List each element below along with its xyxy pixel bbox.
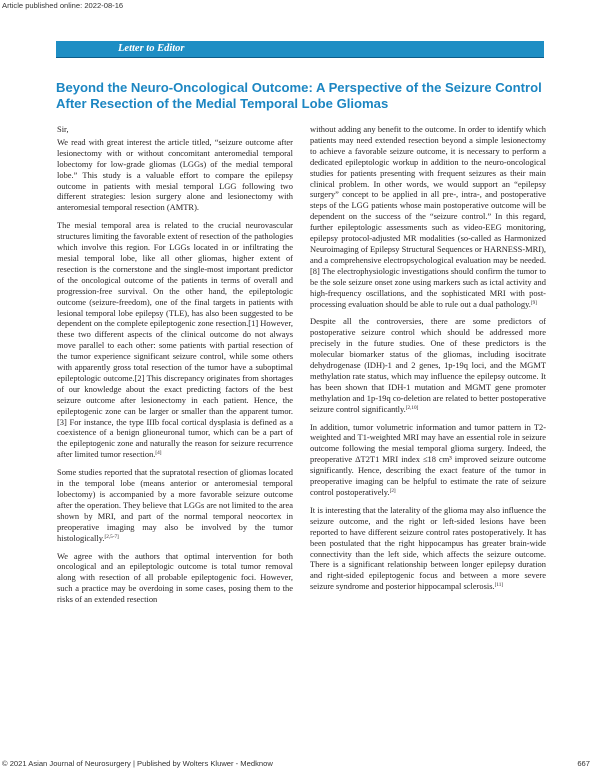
body-paragraph xyxy=(310,316,546,414)
paragraph-text: We agree with the authors that optimal intervention for both oncological and an epileptologic outcome is total tumor removal along with resection of all probable epileptogenic foci. However, such a practice may be overdoing in some cases, posing them to the risks of an extended resection xyxy=(57,550,293,605)
citation: [9] xyxy=(530,299,537,306)
page-number: 667 xyxy=(577,759,590,768)
body-paragraph xyxy=(310,124,546,309)
published-date: Article published online: 2022-08-16 xyxy=(2,1,124,10)
paragraph-text: Some studies reported that the supratotal resection of gliomas located in the temporal lobe (means anterior or anteromesial temporal lobectomy) is accompanied by a more favorable seizure outcome after the operation. They believe that LGGs are not limited to the area shown by MRI, and part of the normal temporal neocortex in preoperative imaging may also be involved by the tumor histologically. xyxy=(57,467,293,543)
body-paragraph xyxy=(310,505,546,592)
body-paragraph xyxy=(57,467,293,543)
paragraph-text: We read with great interest the article titled, “seizure outcome after lesionectomy with or without concomitant anteromedial temporal lobectomy for low-grade gliomas (LGGs) of the medial temporal lobe.” This study is a valuable effort to compare the epilepsy outcome in patients with mesial temporal LGG following two different strategies: lesion surgery alone and lesionectomy with anteromesial temporal resection (AMTR). xyxy=(57,136,293,213)
citation: [4] xyxy=(155,450,162,457)
section-banner xyxy=(56,41,544,58)
footer-copyright: © 2021 Asian Journal of Neurosurgery | Published by Wolters Kluwer - Medknow xyxy=(2,759,273,768)
left-column xyxy=(57,124,293,612)
salutation: Sir, xyxy=(57,124,69,134)
paragraph-text: Despite all the controversies, there are some predictors of postoperative seizure control which should be addressed more precisely in the future studies. One of these predictors is the molecular biomarker status of the gliomas, including isocitrate dehydrogenase (IDH)-1 and 2 genes, 1p-19q loci, and the MGMT methylation rate status, which may influence the epilepsy outcome. It has been shown that IDH-1 mutation and MGMT gene promoter methylation and 1p-19q co-deletion are related to better postoperative seizure control significantly. xyxy=(310,316,546,414)
body-paragraph xyxy=(57,137,293,213)
citation: [2,5-7] xyxy=(104,533,119,540)
page-footer xyxy=(2,759,598,768)
paragraph-text: The mesial temporal area is related to the crucial neurovascular structures limiting the favorable extent of resection of the pathologies which involve this region. For LGGs located in or infiltrating the mesial temporal lobe, like all other gliomas, higher extent of resection is the cornerstone and the single-most important predictor of the oncological outcome of the patients in terms of overall and progression-free survival. On the other hand, the epileptologic outcome (seizure-freedom), one of the final targets in patients with lesional temporal lobe epilepsy (TLE), has also been suggested to be dependent on the complete epileptogenic zone resection.[1] However, these two different aspects of the clinical outcome do not always move parallel to each other: some patients with partial resection of the tumor experience significant seizure control, while some others with apparently gross total resection of the tumor have a suboptimal epileptologic outcome.[2] This discrepancy originates from shortages of our knowledge about the exact predicting factors of the best seizure outcome after lesionectomy in each patient. Hence, the epileptogenic zone can be larger or smaller than the apparent tumor.[3] For instance, the type IIIb focal cortical dysplasia is defined as a coexistence of a benign glioneuronal tumor, which can be a part of the epileptogenic zone and naturally the reason for seizure recurrence after limited tumor resection. xyxy=(57,220,293,460)
body-paragraph xyxy=(310,422,546,498)
paragraph-text: In addition, tumor volumetric information and tumor pattern in T2-weighted and T1-weighted MRI may have an essential role in seizure outcome following the mesial temporal glioma surgery. Indeed, the preoperative ΔT2T1 MRI index ≤18 cm³ improved seizure outcome significantly. Hence, describing the exact feature of the tumor in preoperative imaging can be helpful to estimate the rate of seizure control postoperatively. xyxy=(310,421,546,497)
body-paragraph xyxy=(57,551,293,606)
article-title: Beyond the Neuro-Oncological Outcome: A Perspective of the Seizure Control After Resection of the Medial Temporal Lobe Gliomas xyxy=(56,80,542,111)
citation: [11] xyxy=(494,582,504,589)
paragraph-text: It is interesting that the laterality of the glioma may also influence the seizure outcome, and the right or left-sided lesions have been reported to have different seizure control rates postoperatively. It has been postulated that the right hippocampus has greater brain-wide connectivity than the left side, which affects the seizure outcome. There is a significant relationship between longer epilepsy duration and right-sided epileptogenic focus and between a more severe seizure syndrome and posterior hippocampal sclerosis. xyxy=(310,504,546,592)
body-paragraph xyxy=(57,220,293,460)
paragraph-text: without adding any benefit to the outcome. In order to identify which patients may need extended resection beyond a simple lesionectomy to achieve a favorable seizure outcome, it is necessary to perform a dedicated epileptologic workup in addition to the neuro-oncological studies for patients presenting with frequent seizures as their main clinical problem. In other words, we would support an “epilepsy surgery” concept to be applied in all pre-, intra-, and postoperative steps of the LGG patients whose main postoperative outcome will be dependent on the success of the “seizure control.” In this regard, further epileptologic assessments such as video-EEG monitoring, epilepsy protocol-adjusted MR modalities (so-called as Harmonized Neuroimaging of Epilepsy Structural Sequences or HARNESS-MRI), and a comprehensive electropsychological evaluation may be needed.[8] The electrophysiologic investigations should confirm the tumor to be the sole seizure onset zone using markers such as ictal activity and high-frequency oscillations, and the sophisticated MRI with post-processing evaluation should be able to rule out a dual pathology. xyxy=(310,124,546,309)
section-label: Letter to Editor xyxy=(118,43,185,54)
citation: [2] xyxy=(389,488,396,494)
right-column xyxy=(310,124,546,599)
citation: [2,10] xyxy=(405,404,419,411)
